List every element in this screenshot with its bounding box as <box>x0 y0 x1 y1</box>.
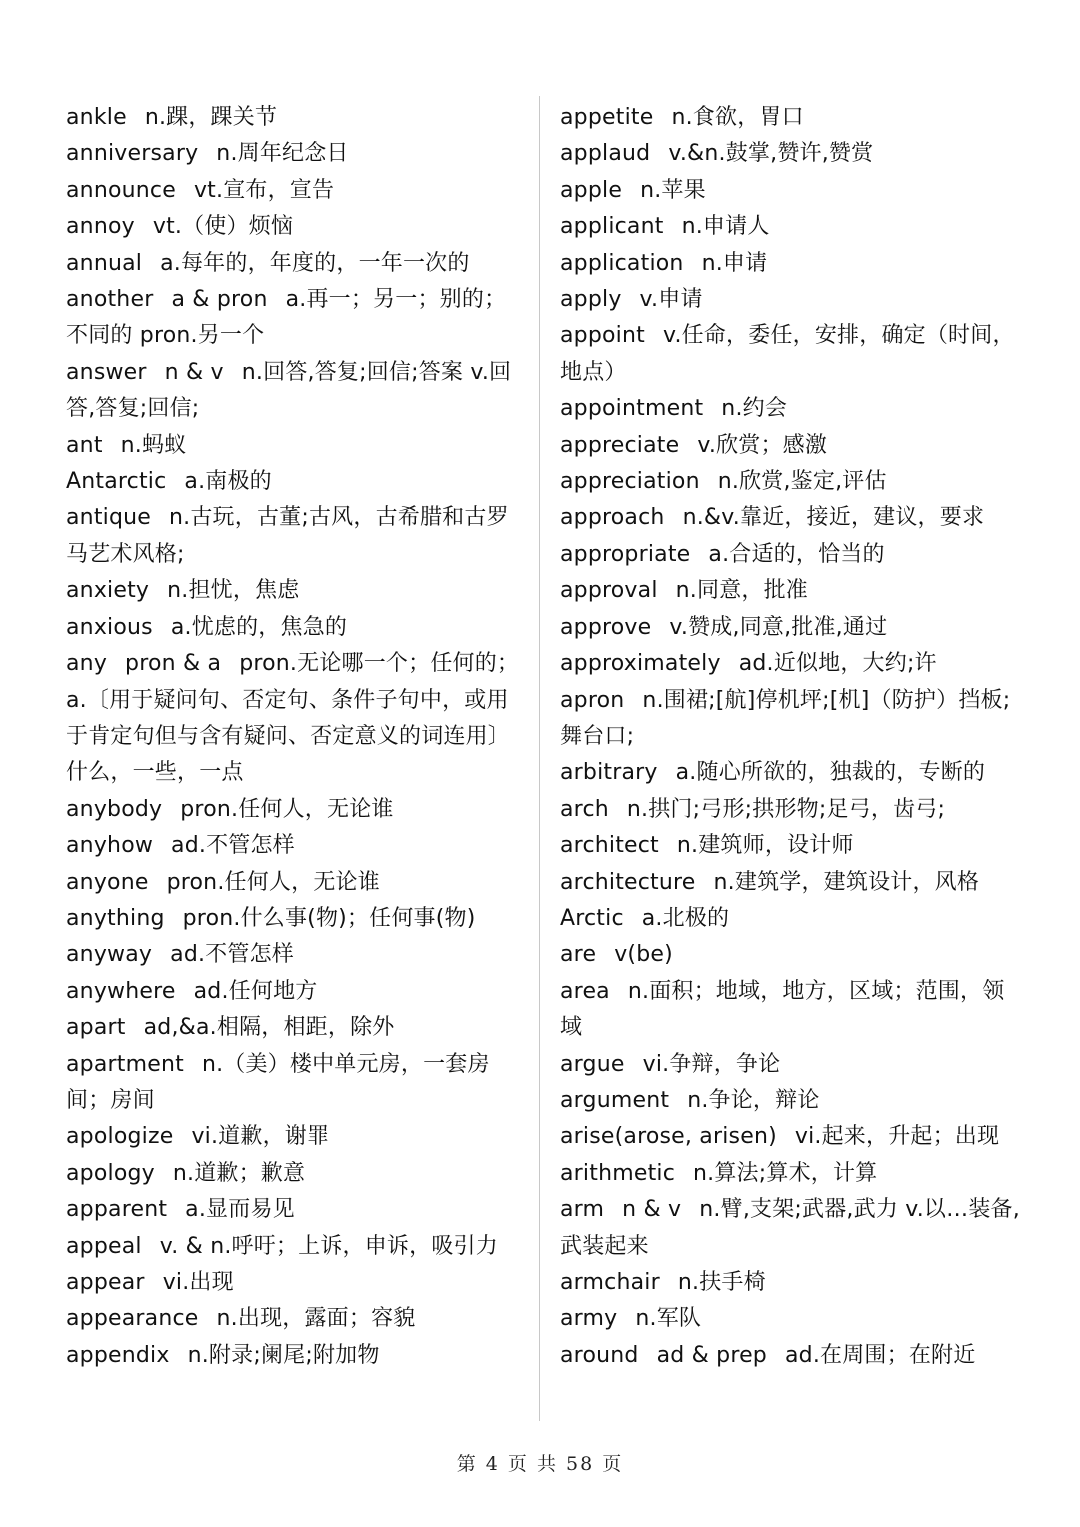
column-divider <box>539 96 540 1421</box>
right-column <box>560 100 1020 1374</box>
vocab-definition: a.显而易见 <box>185 1197 295 1223</box>
vocab-entry <box>560 1338 1020 1374</box>
vocab-word: appointment <box>560 396 704 422</box>
vocab-definition: a.合适的，恰当的 <box>708 541 885 567</box>
vocab-definition: vi.出现 <box>162 1270 234 1295</box>
vocab-word: argument <box>560 1087 670 1113</box>
vocab-entry <box>560 1119 1020 1155</box>
vocab-word: arithmetic <box>560 1160 676 1186</box>
vocab-entry <box>66 1047 528 1120</box>
vocab-word: architecture <box>560 869 696 895</box>
vocab-word: argue <box>560 1051 625 1077</box>
vocab-word: approval <box>560 578 658 604</box>
vocab-entry <box>560 1083 1020 1119</box>
vocab-definition: n.（美）楼中单元房，一套房间；房间 <box>66 1051 490 1113</box>
vocab-entry <box>560 865 1020 901</box>
vocab-word: apart <box>66 1015 126 1041</box>
vocab-word: antique <box>66 505 152 531</box>
vocab-definition: v.任命，委任，安排，确定（时间，地点） <box>560 323 1015 385</box>
vocab-word: approximately <box>560 651 721 677</box>
vocab-word: are <box>560 942 597 968</box>
vocab-definition: n.欣赏,鉴定,评估 <box>717 469 887 495</box>
vocab-part-of-speech: pron & a <box>125 651 222 677</box>
vocab-word: appearance <box>66 1306 199 1332</box>
vocab-word: anyway <box>66 942 153 968</box>
vocab-entry <box>66 792 528 828</box>
page-footer: 第 4 页 共 58 页 <box>456 1453 624 1475</box>
vocab-definition: n.苹果 <box>640 177 706 203</box>
vocab-entry <box>560 173 1020 209</box>
vocab-entry <box>66 573 528 609</box>
vocab-word: apple <box>560 177 623 203</box>
vocab-entry <box>560 282 1020 318</box>
vocab-definition: vt.宣布，宣告 <box>193 177 335 203</box>
vocab-word: around <box>560 1342 639 1368</box>
vocab-word: appoint <box>560 323 645 349</box>
vocab-word: apparent <box>66 1197 168 1223</box>
vocab-definition: vt.（使）烦恼 <box>152 214 294 240</box>
vocab-part-of-speech: a & pron <box>171 287 268 313</box>
vocab-definition: n.&v.靠近，接近，建议，要求 <box>682 505 985 531</box>
vocab-definition: n.争论，辩论 <box>687 1087 820 1113</box>
vocab-entry <box>66 209 528 245</box>
vocab-definition: vi.起来，升起；出现 <box>794 1124 1000 1150</box>
vocab-word: appropriate <box>560 541 691 567</box>
vocab-definition: n.附录;阑尾;附加物 <box>187 1342 380 1368</box>
vocab-definition: n.踝，踝关节 <box>144 105 278 130</box>
vocab-definition: pron.无论哪一个；任何的；a.〔用于疑问句、否定句、条件子句中，或用于肯定句但与含有疑问、否定意义的词连用〕什么，一些，一点 <box>66 651 520 786</box>
vocab-entry <box>560 792 1020 828</box>
vocab-definition: ad,&a.相隔，相距，除外 <box>143 1015 395 1041</box>
vocab-entry <box>560 646 1020 682</box>
vocab-definition: v.申请 <box>639 287 703 313</box>
vocab-word: approve <box>560 614 652 640</box>
vocab-definition: pron.任何人，无论谁 <box>180 796 394 822</box>
vocab-word: anybody <box>66 796 163 822</box>
vocab-entry <box>66 173 528 209</box>
vocab-entry <box>66 282 528 355</box>
vocab-entry <box>560 1047 1020 1083</box>
vocab-word: anything <box>66 905 165 931</box>
vocab-definition: a.北极的 <box>641 905 730 931</box>
vocab-word: arm <box>560 1197 605 1223</box>
vocab-word: arch <box>560 796 609 822</box>
vocab-definition: a.随心所欲的，独裁的，专断的 <box>675 760 986 786</box>
vocab-entry <box>560 1301 1020 1337</box>
vocab-word: applaud <box>560 141 651 167</box>
vocab-definition: n.约会 <box>721 396 788 422</box>
vocab-entry <box>560 755 1020 791</box>
vocab-word: armchair <box>560 1270 660 1295</box>
vocab-definition: n.军队 <box>635 1306 702 1332</box>
vocab-definition: a.忧虑的，焦急的 <box>170 614 348 640</box>
vocab-word: appeal <box>66 1233 142 1259</box>
vocab-word: arbitrary <box>560 760 658 786</box>
vocab-definition: ad.近似地，大约;许 <box>738 651 937 677</box>
vocab-word: architect <box>560 833 659 859</box>
vocab-word: area <box>560 978 610 1004</box>
vocab-word: appetite <box>560 105 654 130</box>
vocab-word: application <box>560 250 684 276</box>
vocab-entry <box>66 100 528 136</box>
vocab-entry <box>560 937 1020 973</box>
vocab-entry <box>560 683 1020 756</box>
vocab-entry <box>560 1265 1020 1301</box>
vocab-definition: n.道歉；歉意 <box>172 1160 306 1186</box>
vocab-entry <box>560 428 1020 464</box>
vocab-entry <box>560 100 1020 136</box>
vocab-entry <box>66 136 528 172</box>
vocab-word: approach <box>560 505 665 531</box>
vocab-word: appendix <box>66 1342 170 1368</box>
vocab-definition: ad.不管怎样 <box>171 833 295 859</box>
vocab-entry <box>66 1156 528 1192</box>
vocab-entry <box>560 901 1020 937</box>
vocab-entry <box>560 209 1020 245</box>
vocab-entry <box>66 646 528 792</box>
vocab-word: annoy <box>66 214 135 240</box>
vocab-entry <box>66 865 528 901</box>
vocab-definition: ad.任何地方 <box>193 978 318 1004</box>
vocab-definition: pron.任何人，无论谁 <box>166 869 380 895</box>
left-column <box>66 100 528 1374</box>
vocab-definition: ad.不管怎样 <box>170 942 294 968</box>
vocab-definition: n.周年纪念日 <box>216 141 349 167</box>
vocab-word: anyone <box>66 869 149 895</box>
vocab-entry <box>560 391 1020 427</box>
vocab-entry <box>560 246 1020 282</box>
vocab-definition: v(be) <box>614 942 673 968</box>
vocab-word: annual <box>66 250 143 276</box>
vocab-word: ankle <box>66 105 127 130</box>
vocab-definition: a.每年的，年度的，一年一次的 <box>160 250 470 276</box>
vocab-word: apologize <box>66 1124 174 1150</box>
vocab-word: anniversary <box>66 141 199 167</box>
vocab-entry <box>560 537 1020 573</box>
vocab-definition: pron.什么事(物)；任何事(物) <box>182 905 476 931</box>
vocab-word: appreciation <box>560 469 700 495</box>
vocab-word: arise(arose, arisen) <box>560 1124 777 1150</box>
vocab-definition: v.欣赏；感激 <box>697 432 828 458</box>
vocab-entry <box>66 1192 528 1228</box>
vocab-definition: n.算法;算术，计算 <box>693 1160 878 1186</box>
vocab-entry <box>560 974 1020 1047</box>
vocab-definition: n.回答,答复;回信;答案 v.回答,答复;回信; <box>66 359 512 422</box>
vocab-word: anyhow <box>66 833 154 859</box>
vocab-definition: vi.道歉，谢罪 <box>191 1124 330 1150</box>
vocab-word: apartment <box>66 1051 184 1077</box>
vocab-definition: n.建筑师，设计师 <box>676 833 854 859</box>
vocab-definition: a.南极的 <box>184 469 272 495</box>
vocab-definition: n.拱门;弓形;拱形物;足弓，齿弓; <box>626 796 946 822</box>
vocab-entry <box>66 610 528 646</box>
vocab-definition: n.蚂蚁 <box>120 432 187 458</box>
vocab-entry <box>560 1192 1020 1265</box>
vocab-definition: ad.在周围；在附近 <box>784 1342 976 1368</box>
vocab-entry <box>66 428 528 464</box>
vocab-definition: n.担忧，焦虑 <box>167 578 300 604</box>
vocab-entry <box>66 1119 528 1155</box>
vocab-word: announce <box>66 177 176 203</box>
vocab-word: ant <box>66 432 103 458</box>
vocab-part-of-speech: n & v <box>164 359 224 385</box>
vocab-word: apology <box>66 1160 155 1186</box>
vocab-definition: n.同意，批准 <box>675 578 808 604</box>
vocab-word: anxious <box>66 614 153 640</box>
vocab-entry <box>66 1338 528 1374</box>
vocab-part-of-speech: n & v <box>622 1197 682 1223</box>
vocab-entry <box>560 1156 1020 1192</box>
vocab-entry <box>66 974 528 1010</box>
vocab-entry <box>560 573 1020 609</box>
vocab-definition: n.食欲，胃口 <box>671 105 804 130</box>
vocab-entry <box>560 828 1020 864</box>
vocab-word: anywhere <box>66 978 176 1004</box>
vocab-definition: n.臂,支架;武器,武力 v.以…装备,武装起来 <box>560 1197 1020 1259</box>
vocab-entry <box>560 610 1020 646</box>
vocab-entry <box>66 901 528 937</box>
vocab-word: Antarctic <box>66 469 167 495</box>
vocab-entry <box>66 355 528 428</box>
vocab-word: answer <box>66 359 147 385</box>
vocab-entry <box>66 828 528 864</box>
vocab-definition: n.出现，露面；容貌 <box>216 1306 416 1332</box>
vocab-word: applicant <box>560 214 664 240</box>
vocab-definition: n.建筑学，建筑设计，风格 <box>713 869 980 895</box>
vocab-entry <box>66 1229 528 1265</box>
vocab-entry <box>66 1301 528 1337</box>
vocab-entry <box>66 246 528 282</box>
vocab-word: apron <box>560 687 625 713</box>
vocab-entry <box>66 1265 528 1301</box>
vocab-entry <box>66 937 528 973</box>
vocab-entry <box>66 500 528 573</box>
vocab-word: apply <box>560 287 622 313</box>
vocab-definition: v. & n.呼吁；上诉，申诉，吸引力 <box>159 1233 498 1259</box>
vocab-part-of-speech: ad & prep <box>656 1342 767 1368</box>
vocab-definition: n.古玩，古董;古风，古希腊和古罗马艺术风格; <box>66 505 509 567</box>
vocab-definition: v.赞成,同意,批准,通过 <box>669 614 888 640</box>
vocab-word: Arctic <box>560 905 624 931</box>
vocab-word: appreciate <box>560 432 680 458</box>
vocab-entry <box>560 318 1020 391</box>
vocab-definition: a.再一；另一；别的；不同的 pron.另一个 <box>66 287 507 349</box>
vocab-word: army <box>560 1306 618 1332</box>
vocab-definition: v.&n.鼓掌,赞许,赞赏 <box>668 141 874 167</box>
vocab-definition: n.申请 <box>701 250 768 276</box>
vocab-word: any <box>66 651 108 677</box>
vocab-entry <box>560 464 1020 500</box>
vocab-definition: n.围裙;[航]停机坪;[机]（防护）挡板;舞台口; <box>560 687 1011 749</box>
vocab-entry <box>66 1010 528 1046</box>
vocab-definition: vi.争辩，争论 <box>642 1051 781 1077</box>
vocab-definition: n.面积；地域，地方，区域；范围，领域 <box>560 978 1005 1041</box>
vocab-word: another <box>66 287 154 313</box>
vocab-entry <box>560 136 1020 172</box>
vocab-definition: n.申请人 <box>681 214 770 240</box>
vocab-entry <box>66 464 528 500</box>
vocab-definition: n.扶手椅 <box>677 1270 766 1295</box>
vocab-word: appear <box>66 1270 145 1295</box>
vocab-word: anxiety <box>66 578 150 604</box>
vocab-entry <box>560 500 1020 536</box>
